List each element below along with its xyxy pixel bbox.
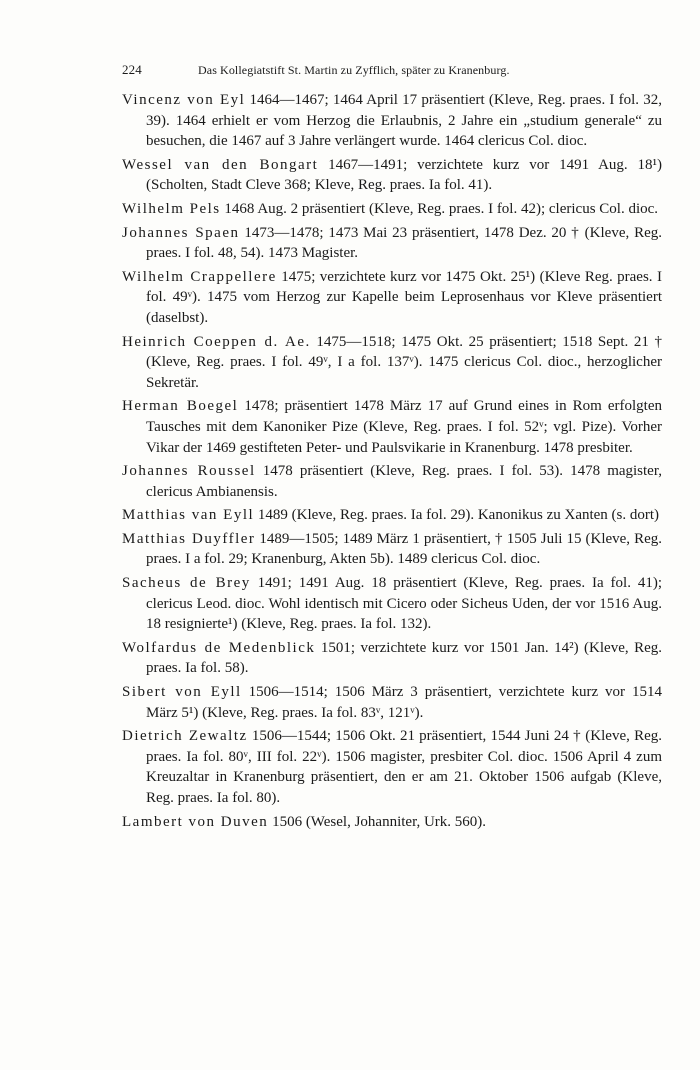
- entry: [122, 223, 662, 264]
- entry-name: Dietrich Zewaltz: [122, 728, 248, 745]
- entry-name: Herman Boegel: [122, 398, 239, 415]
- entry: [122, 396, 662, 458]
- entry-text: 1468 Aug. 2 präsentiert (Kleve, Reg. praes. I fol. 42); clericus Col. dioc.: [220, 200, 659, 217]
- entry: [122, 155, 662, 196]
- entry-text: 1464—1467; 1464 April 17 präsentiert (Kleve, Reg. praes. I fol. 32, 39). 1464 erhielt er vom Herzog die Erlaubnis, 2 Jahre ein „studium generale“ zu besuchen, die 1467 auf 3 Jahre verlängert wurde. 1464 clericus Col. dioc.: [146, 92, 662, 150]
- entry: [122, 573, 662, 635]
- entry-text: 1467—1491; verzichtete kurz vor 1491 Aug. 18¹) (Scholten, Stadt Cleve 368; Kleve, Reg. praes. Ia fol. 41).: [146, 156, 662, 194]
- entry-text: 1475—1518; 1475 Okt. 25 präsentiert; 1518 Sept. 21 † (Kleve, Reg. praes. I fol. 49ᵛ, I a fol. 137ᵛ). 1475 clericus Col. dioc., herzoglicher Sekretär.: [146, 333, 662, 391]
- entry-text: 1489—1505; 1489 März 1 präsentiert, † 1505 Juli 15 (Kleve, Reg. praes. I a fol. 29; Kranenburg, Akten 5b). 1489 clericus Col. dioc.: [146, 530, 663, 568]
- page-number: 224: [122, 62, 142, 77]
- entry: [122, 461, 662, 502]
- entry-name: Lambert von Duven: [122, 813, 269, 830]
- entry-name: Wilhelm Crappellere: [122, 268, 277, 285]
- entry-name: Wilhelm Pels: [122, 200, 221, 217]
- entry: [122, 332, 662, 394]
- entry-text: 1506—1544; 1506 Okt. 21 präsentiert, 1544 Juni 24 † (Kleve, Reg. praes. Ia fol. 80ᵛ, III fol. 22ᵛ). 1506 magister, presbiter Col. dioc. 1506 April 4 zum Kreuzaltar in Kranenburg präsentiert, den er am 21. Oktober 1506 aufgab (Kleve, Reg. praes. Ia fol. 80).: [146, 728, 662, 806]
- entry: [122, 267, 662, 329]
- entry-text: 1475; verzichtete kurz vor 1475 Okt. 25¹) (Kleve Reg. praes. I fol. 49ᵛ). 1475 vom Herzog zur Kapelle beim Leprosenhaus vor Kleve präsentiert (daselbst).: [146, 268, 662, 326]
- entry-name: Johannes Roussel: [122, 463, 256, 480]
- entry-name: Sibert von Eyll: [122, 684, 242, 701]
- page: [122, 62, 662, 835]
- entry: [122, 529, 662, 570]
- entry: [122, 682, 662, 723]
- entry-name: Heinrich Coeppen d. Ae.: [122, 333, 311, 350]
- entry-name: Matthias van Eyll: [122, 507, 255, 524]
- entry: [122, 812, 662, 833]
- entry-text: 1501; verzichtete kurz vor 1501 Jan. 14²) (Kleve, Reg. praes. Ia fol. 58).: [146, 639, 662, 677]
- entry-name: Wolfardus de Medenblick: [122, 639, 316, 656]
- entry-text: 1478; präsentiert 1478 März 17 auf Grund eines in Rom erfolgten Tausches mit dem Kanoniker Pize (Kleve, Reg. praes. I fol. 52ᵛ; vgl. Pize). Vorher Vikar der 1469 gestifteten Peter- und Paulsvikarie in Kranenburg. 1478 presbiter.: [146, 398, 662, 456]
- entries-list: [122, 90, 662, 832]
- entry-text: 1491; 1491 Aug. 18 präsentiert (Kleve, Reg. praes. Ia fol. 41); clericus Leod. dioc. Wohl identisch mit Cicero oder Sicheus Uden, der vor 1516 Aug. 18 resignierte¹) (Kleve, Reg. praes. Ia fol. 132).: [146, 575, 663, 633]
- entry-text: 1489 (Kleve, Reg. praes. Ia fol. 29). Kanonikus zu Xanten (s. dort): [254, 507, 660, 524]
- entry-text: 1473—1478; 1473 Mai 23 präsentiert, 1478 Dez. 20 † (Kleve, Reg. praes. I fol. 48, 54). 1473 Magister.: [146, 224, 662, 262]
- entry-name: Sacheus de Brey: [122, 575, 251, 592]
- entry-name: Vincenz von Eyl: [122, 92, 246, 108]
- running-header: [122, 62, 662, 78]
- running-title: Das Kollegiatstift St. Martin zu Zyfflich, später zu Kranenburg.: [198, 63, 510, 77]
- entry-name: Wessel van den Bongart: [122, 156, 319, 173]
- entry-name: Matthias Duyffler: [122, 530, 256, 547]
- entry: [122, 505, 662, 526]
- entry-text: 1478 präsentiert (Kleve, Reg. praes. I fol. 53). 1478 magister, clericus Ambianensis.: [146, 463, 662, 500]
- entry-name: Johannes Spaen: [122, 224, 240, 241]
- entry: [122, 90, 662, 152]
- entry-text: 1506—1514; 1506 März 3 präsentiert, verzichtete kurz vor 1514 März 5¹) (Kleve, Reg. praes. Ia fol. 83ᵛ, 121ᵛ).: [146, 684, 662, 721]
- entry: [122, 638, 662, 679]
- entry: [122, 726, 662, 808]
- entry: [122, 199, 662, 220]
- entry-text: 1506 (Wesel, Johanniter, Urk. 560).: [268, 813, 487, 830]
